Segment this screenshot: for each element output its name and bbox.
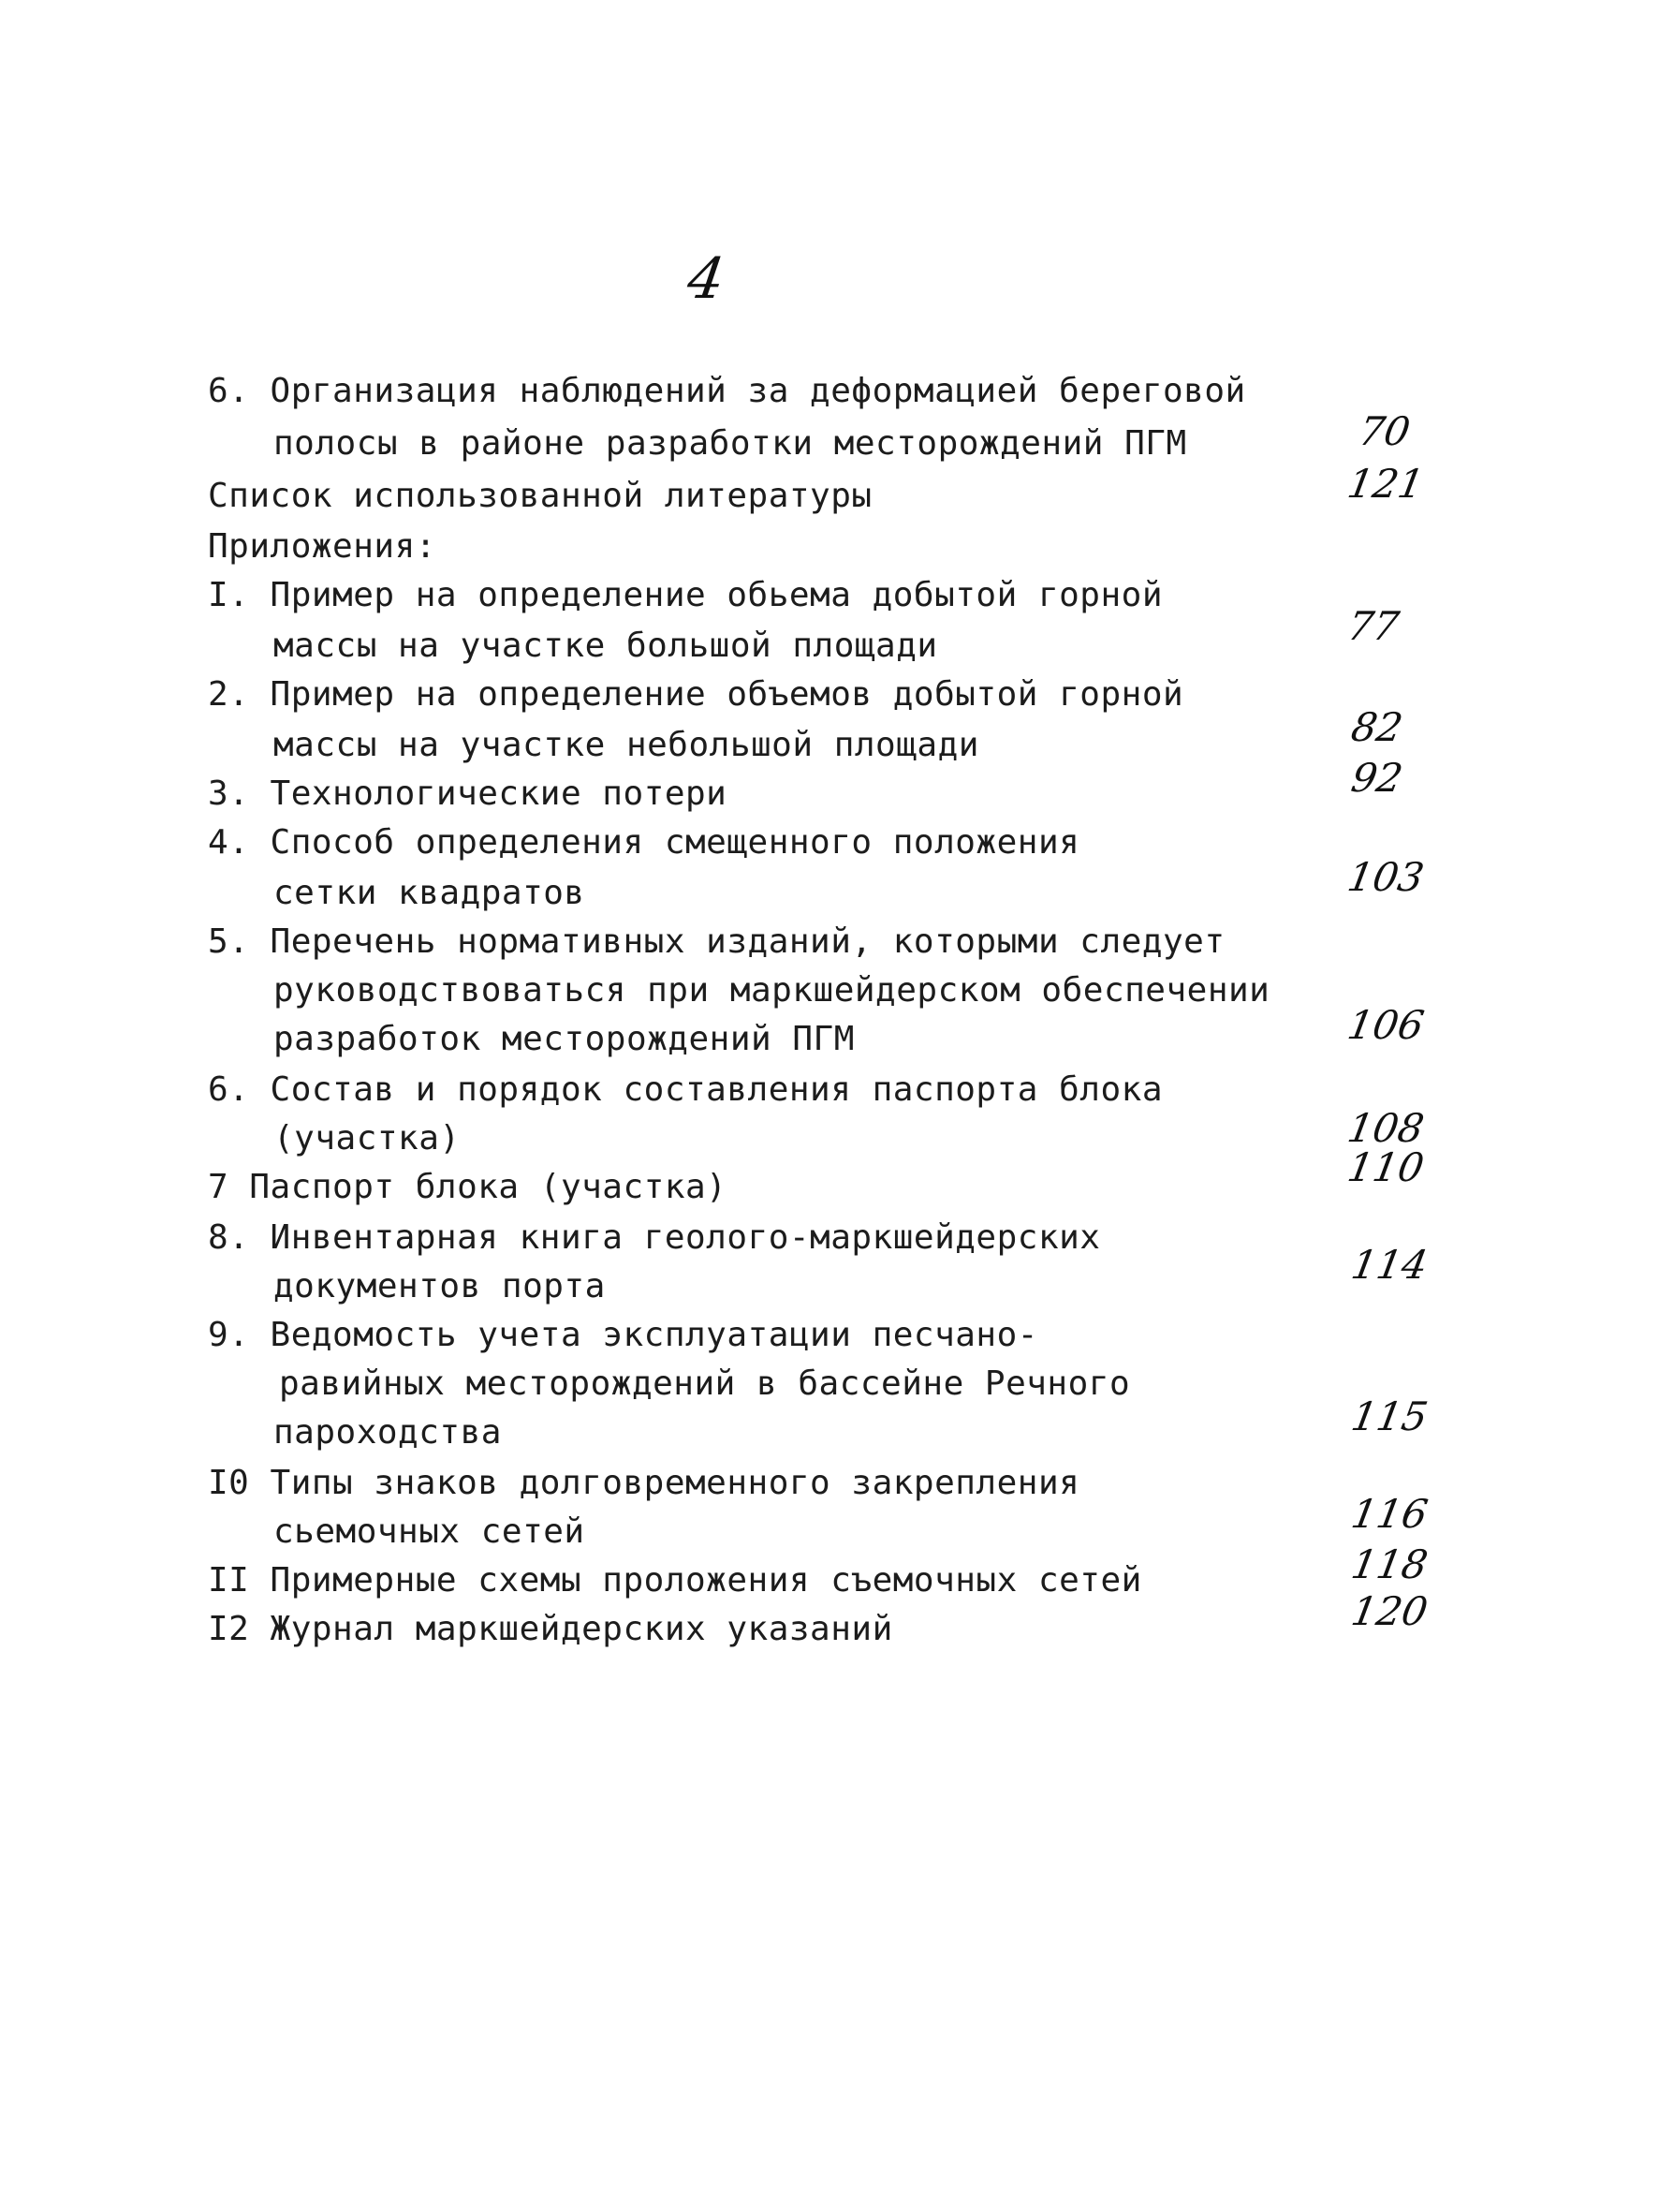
toc-page-number: 77	[1343, 603, 1402, 649]
toc-page-number: 108	[1343, 1105, 1428, 1151]
toc-line: I2 Журнал маркшейдерских указаний	[208, 1610, 893, 1648]
toc-page-number: 116	[1347, 1491, 1431, 1537]
toc-line: Приложения:	[208, 527, 436, 566]
toc-page-number: 92	[1347, 755, 1406, 801]
toc-line: пароходства	[273, 1413, 502, 1452]
toc-page-number: 118	[1347, 1541, 1431, 1587]
toc-page-number: 110	[1343, 1144, 1428, 1190]
toc-line: 6. Состав и порядок составления паспорта блока	[208, 1070, 1163, 1109]
toc-line: 3. Технологические потери	[208, 774, 727, 813]
toc-line: сьемочных сетей	[273, 1512, 585, 1551]
toc-line: I. Пример на определение обьема добытой горной	[208, 576, 1163, 614]
toc-line: документов порта	[273, 1267, 606, 1305]
toc-page-number: 82	[1347, 704, 1406, 750]
toc-line: 4. Способ определения смещенного положения	[208, 823, 1080, 862]
toc-line: массы на участке небольшой площади	[273, 726, 979, 764]
toc-line: Список использованной литературы	[208, 477, 873, 515]
toc-line: 9. Ведомость учета эксплуатации песчано-	[208, 1316, 1038, 1354]
toc-line: II Примерные схемы проложения съемочных сетей	[208, 1561, 1142, 1600]
toc-page-number: 121	[1343, 461, 1428, 507]
toc-line: 5. Перечень нормативных изданий, которыми следует	[208, 922, 1226, 961]
toc-line: массы на участке большой площади	[273, 627, 938, 665]
toc-line: (участка)	[273, 1119, 461, 1158]
toc-line: 2. Пример на определение объемов добытой горной	[208, 675, 1184, 714]
page-number: 4	[683, 246, 729, 312]
toc-line: сетки квадратов	[273, 874, 585, 912]
toc-line: полосы в районе разработки месторождений ПГМ	[273, 424, 1187, 463]
toc-page-number: 106	[1343, 1002, 1428, 1048]
toc-page-number: 115	[1347, 1394, 1431, 1439]
toc-line: разработок месторождений ПГМ	[273, 1020, 855, 1058]
toc-line: 7 Паспорт блока (участка)	[208, 1168, 727, 1206]
toc-page-number: 120	[1347, 1588, 1431, 1634]
toc-line: 8. Инвентарная книга геолого-маркшейдерских	[208, 1218, 1101, 1257]
toc-line: I0 Типы знаков долговременного закрепления	[208, 1464, 1080, 1502]
toc-page-number: 103	[1343, 854, 1428, 900]
toc-line: руководствоваться при маркшейдерском обеспечении	[273, 971, 1270, 1010]
toc-line: равийных месторождений в бассейне Речного	[279, 1364, 1131, 1403]
toc-line: 6. Организация наблюдений за деформацией береговой	[208, 372, 1246, 410]
toc-page-number: 70	[1355, 408, 1414, 454]
toc-page-number: 114	[1347, 1242, 1431, 1288]
